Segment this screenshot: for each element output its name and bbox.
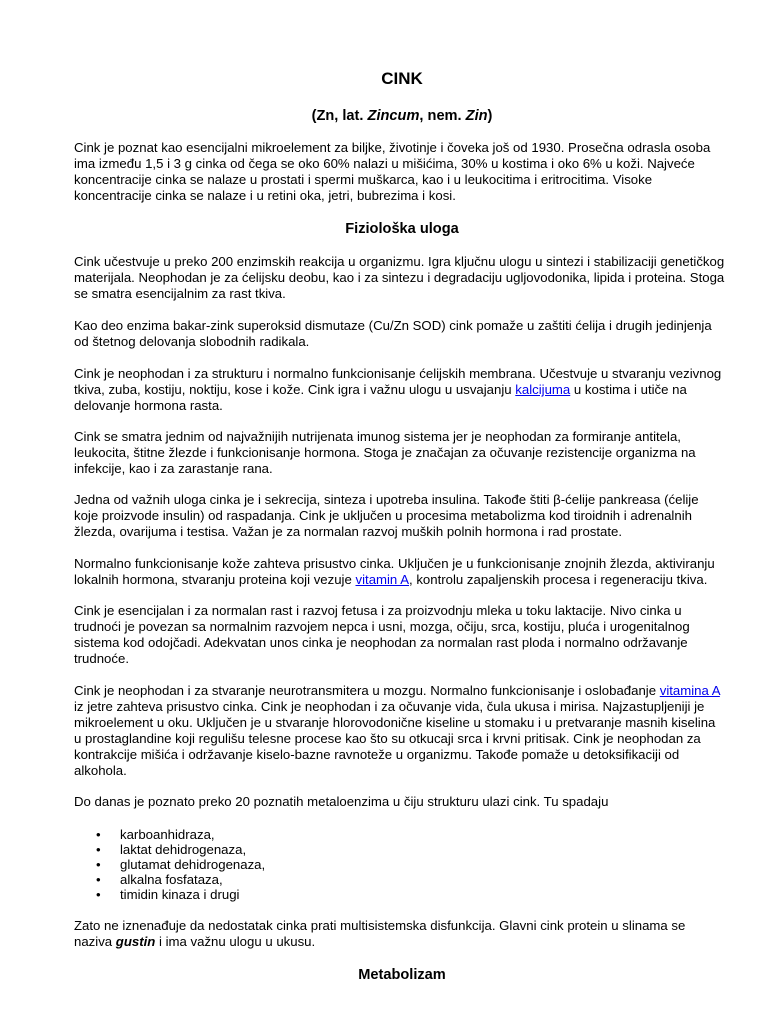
paragraph-5: Jedna od važnih uloga cinka je i sekrecija, sinteza i upotreba insulina. Takođe štiti β-ćelije pankreasa (ćelije koje proizvode insulin) od raspadanja. Cink je uključen u procesima metabolizma kod tiroidnih i adrenalnih žlezda, ovarijuma i testisa. Važan je za normalan razvoj muških polnih hormona i rad prostate. <box>74 492 699 539</box>
paragraph-10-text-a: Zato ne iznenađuje da nedostatak cinka prati multisistemska disfunkcija. Glavni cink protein u slinama se naziva <box>74 918 686 949</box>
gustin-term: gustin <box>115 934 156 949</box>
paragraph-10-text-b: i ima važnu ulogu u ukusu. <box>155 934 316 949</box>
subtitle-text-2: , nem. <box>419 108 466 124</box>
vitamina-a-link[interactable]: vitamina A <box>659 683 720 698</box>
paragraph-3-text-a: Cink je neophodan i za strukturu i normalno funkcionisanje ćelijskih membrana. Učestvuje u stvaranju vezivnog tkiva, zuba, kostiju, noktiju, kose i kože. Cink igra i važnu ulogu u usvajanju <box>74 366 722 397</box>
list-item: • timidin kinaza i drugi <box>120 887 265 902</box>
section-heading-metabolizam: Metabolizam <box>358 967 446 983</box>
kalcijum-link[interactable]: kalcijuma <box>515 382 571 397</box>
subtitle-text-3: ) <box>487 108 493 124</box>
list-item: • alkalna fosfataza, <box>120 872 265 887</box>
document-subtitle <box>74 106 730 126</box>
paragraph-2: Kao deo enzima bakar-zink superoksid dismutaze (Cu/Zn SOD) cink pomaže u zaštiti ćelija i drugih jedinjenja od štetnog delovanja slobodnih radikala. <box>74 318 712 349</box>
list-item: • karboanhidraza, <box>120 827 265 842</box>
subtitle-text-1: (Zn, lat. <box>311 108 368 124</box>
paragraph-10 <box>74 918 726 950</box>
paragraph-3-text-b: u kostima i utiče na delovanje hormona rasta. <box>74 382 687 413</box>
list-item: • glutamat dehidrogenaza, <box>120 857 265 872</box>
paragraph-6-text-b: , kontrolu zapaljenskih procesa i regeneraciju tkiva. <box>409 572 708 587</box>
vitamin-a-link[interactable]: vitamin A <box>355 572 410 587</box>
intro-paragraph: Cink je poznat kao esencijalni mikroelement za biljke, životinje i čoveka još od 1930. Prosečna odrasla osoba ima između 1,5 i 3 g cinka od čega se oko 60% nalazi u mišićima, 30% u kostima i oko 6% u koži. Najveće koncentracije cinka se nalaze u prostati i spermi muškarca, kao i u leukocitima i eritrocitima. Visoke koncentracije cinka se nalaze i u retini oka, jetri, bubrezima i kosi. <box>74 140 711 203</box>
paragraph-8-text-a: Cink je neophodan i za stvaranje neurotransmitera u mozgu. Normalno funkcionisanje i oslobađanje <box>74 683 660 698</box>
paragraph-1: Cink učestvuje u preko 200 enzimskih reakcija u organizmu. Igra ključnu ulogu u sintezi i stabilizaciji genetičkog materijala. Neophodan je za ćelijsku deobu, kao i za sintezu i degradaciju ugljovodonika, lipida i proteina. Stoga se smatra esencijalnim za rast tkiva. <box>74 254 725 301</box>
paragraph-8-text-b: iz jetre zahteva prisustvo cinka. Cink je neophodan i za očuvanje vida, čula ukusa i mirisa. Najzastupljeniji je mikroelement u oku. Uključen je u stvaranje hlorovodonične kiseline u stomaku i u pretvaranje masnih kiselina u prostaglandine koji regulišu telesne procese kao što su otkucaji srca i krvni pritisak. Cink je neophodan za kontrakcije mišića i održavanje kiselo-bazne ravnoteže u organizmu. Takođe pomaže u detoksifikaciji od alkohola. <box>74 699 716 778</box>
document-title: CINK <box>381 69 423 88</box>
metalloenzyme-list <box>74 827 265 902</box>
subtitle-german-name: Zin <box>465 108 488 124</box>
paragraph-4: Cink se smatra jednim od najvažnijih nutrijenata imunog sistema jer je neophodan za formiranje antitela, leukocita, štitne žlezde i funkcionisanje hormona. Stoga je značajan za očuvanje rezistencije organizma na infekcije, kao i za zarastanje rana. <box>74 429 696 476</box>
paragraph-8 <box>74 683 726 779</box>
paragraph-6-text-a: Normalno funkcionisanje kože zahteva prisustvo cinka. Uključen je u funkcionisanje znojnih žlezda, aktiviranju lokalnih hormona, stvaranju proteina koji vezuje <box>74 556 715 587</box>
paragraph-7: Cink je esencijalan i za normalan rast i razvoj fetusa i za proizvodnju mleka u toku laktacije. Nivo cinka u trudnoći je povezan sa normalnim razvojem nepca i usni, mozga, očiju, srca, kostiju, pluća i urogenitalnog sistema kod odojčadi. Adekvatan unos cinka je neophodan za normalan rast ploda i normalno održavanje trudnoće. <box>74 603 690 666</box>
paragraph-3 <box>74 366 726 414</box>
section-heading-fizioloska-uloga: Fiziološka uloga <box>345 221 459 237</box>
subtitle-latin-name: Zincum <box>367 108 420 124</box>
list-item: • laktat dehidrogenaza, <box>120 842 265 857</box>
paragraph-6 <box>74 556 726 588</box>
paragraph-9: Do danas je poznato preko 20 poznatih metaloenzima u čiju strukturu ulazi cink. Tu spadaju <box>74 794 609 809</box>
